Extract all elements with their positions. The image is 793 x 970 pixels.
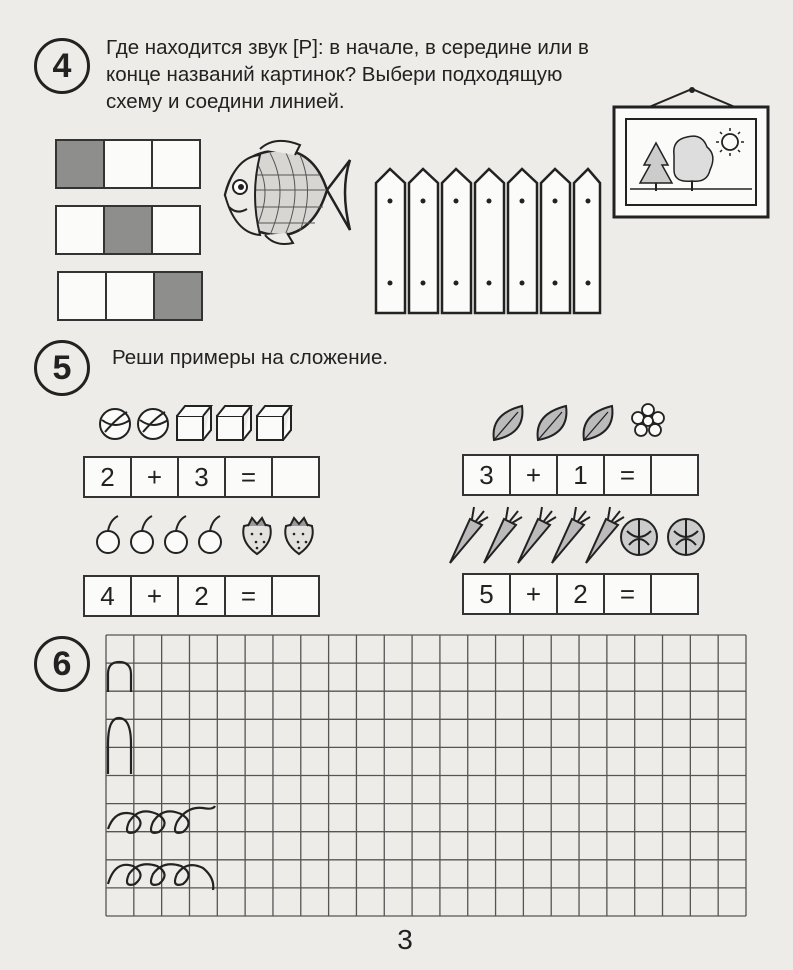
- answer-cell[interactable]: [652, 456, 697, 494]
- task-4-line-1: Где находится звук [Р]: в начале, в середине или в: [106, 36, 589, 59]
- eq-cell: +: [132, 577, 179, 615]
- eq-cell: +: [132, 458, 179, 496]
- answer-cell[interactable]: [273, 577, 318, 615]
- example-1-items: [97, 402, 297, 444]
- loops-tail-pattern: [108, 864, 213, 890]
- answer-cell[interactable]: [652, 575, 697, 613]
- eq-cell: 3: [179, 458, 226, 496]
- example-2-items: [488, 400, 673, 446]
- example-1-equation: [83, 456, 320, 498]
- task-number-5: 5: [34, 340, 90, 396]
- eq-cell: 2: [179, 577, 226, 615]
- eq-cell: 2: [558, 575, 605, 613]
- scheme-cell: [59, 273, 107, 319]
- eq-cell: 2: [85, 458, 132, 496]
- tall-arch-pattern: [108, 718, 131, 774]
- eq-cell: =: [605, 575, 652, 613]
- fish-picture[interactable]: [215, 135, 355, 250]
- task-4-line-2: конце названий картинок? Выбери подходящую: [106, 63, 563, 86]
- page-number: 3: [397, 924, 413, 955]
- scheme-cell: [153, 141, 199, 187]
- sound-scheme-end[interactable]: [57, 271, 203, 321]
- fence-picture[interactable]: [372, 165, 604, 317]
- task-number-4: 4: [34, 38, 90, 94]
- task-5-instructions: Реши примеры на сложение.: [112, 346, 389, 369]
- eq-cell: =: [226, 577, 273, 615]
- task-4-instructions: [106, 34, 589, 115]
- eq-cell: 4: [85, 577, 132, 615]
- eq-cell: 1: [558, 456, 605, 494]
- scheme-cell: [57, 207, 105, 253]
- sound-scheme-middle[interactable]: [55, 205, 201, 255]
- framed-picture[interactable]: [612, 85, 772, 220]
- scheme-cell: [57, 141, 105, 187]
- scheme-cell: [155, 273, 201, 319]
- task-4-line-3: схему и соедини линией.: [106, 90, 345, 113]
- arch-pattern: [108, 662, 131, 692]
- example-3-equation: [83, 575, 320, 617]
- scheme-cell: [107, 273, 155, 319]
- sound-scheme-start[interactable]: [55, 139, 201, 189]
- eq-cell: 5: [464, 575, 511, 613]
- eq-cell: =: [226, 458, 273, 496]
- scheme-cell: [105, 141, 153, 187]
- task-number-6: 6: [34, 636, 90, 692]
- example-3-items: [94, 512, 324, 558]
- scheme-cell: [105, 207, 153, 253]
- eq-cell: +: [511, 575, 558, 613]
- example-4-items: [444, 505, 719, 567]
- example-4-equation: [462, 573, 699, 615]
- eq-cell: 3: [464, 456, 511, 494]
- scheme-cell: [153, 207, 199, 253]
- answer-cell[interactable]: [273, 458, 318, 496]
- eq-cell: =: [605, 456, 652, 494]
- example-2-equation: [462, 454, 699, 496]
- handwriting-grid[interactable]: [105, 634, 747, 917]
- eq-cell: +: [511, 456, 558, 494]
